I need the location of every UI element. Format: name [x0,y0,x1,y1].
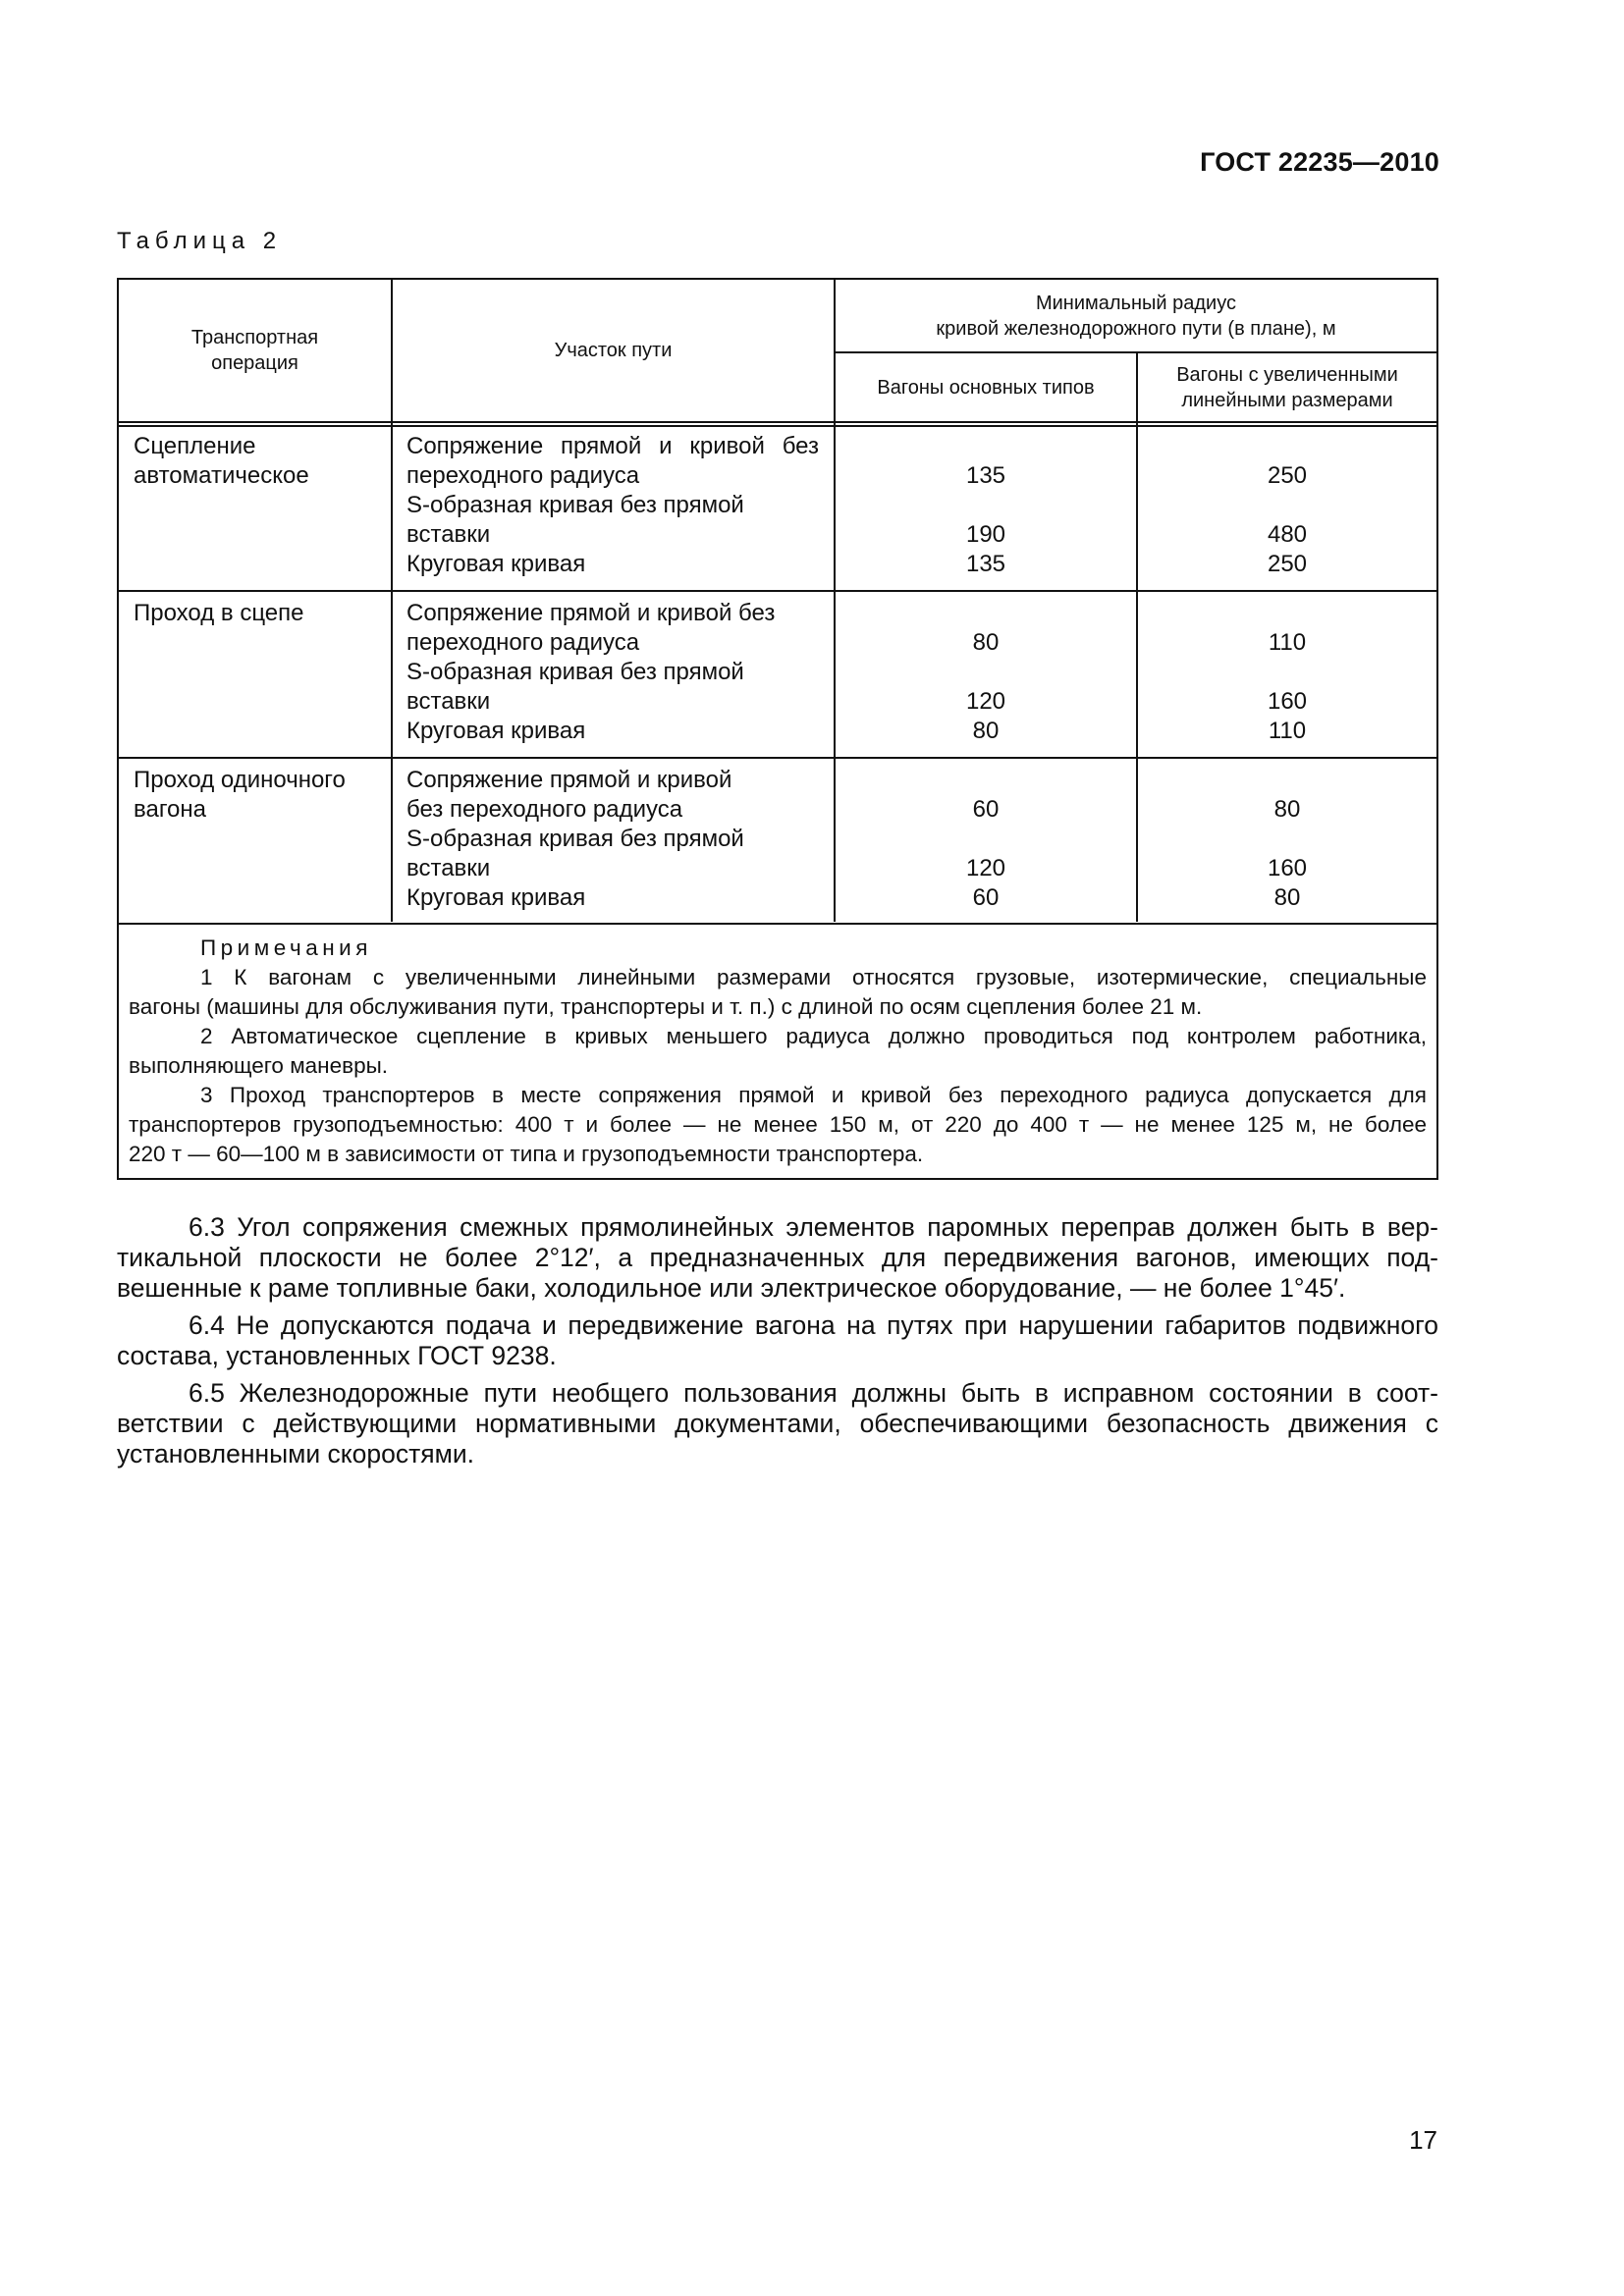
cell-line: вставки [406,855,491,881]
table-divider [119,425,1436,427]
header-line: операция [211,352,298,374]
header-large-wagons [1138,353,1436,421]
table-row-large-values [1138,432,1436,579]
header-line: Вагоны основных типов [877,376,1095,399]
cell-line: автоматическое [134,462,309,489]
paragraph-line: 6.4 Не допускаются подача и передвижение вагона на путях при нарушении габаритов подвижного [189,1310,1438,1340]
note-line: выполняющего маневры. [129,1053,389,1078]
cell-line: Сопряжение прямой и кривой без [406,600,776,626]
table-divider [119,421,1436,423]
table-divider [119,590,1436,592]
cell-line: Круговая кривая [406,718,586,744]
table-row-section [406,766,819,913]
header-operation [119,280,391,421]
cell-line: S-образная кривая без прямой [406,659,744,685]
cell-value: 60 [972,884,1000,911]
cell-value: 480 [1267,521,1308,548]
cell-value [836,825,1136,854]
cell-value [1138,658,1436,687]
cell-line: вагона [134,796,207,823]
cell-value [836,599,1136,628]
table-divider [119,923,1436,925]
cell-line: Проход одиночного [134,767,346,793]
cell-value [1138,825,1436,854]
cell-value: 250 [1267,462,1308,489]
cell-line: без переходного радиуса [406,796,683,823]
document-code: ГОСТ 22235—2010 [1200,147,1439,177]
table-row-section [406,599,819,746]
page-number: 17 [1409,2125,1437,2155]
cell-value: 190 [965,521,1006,548]
paragraph-line: тикальной плоскости не более 2°12′, а предназначенных для передвижения вагонов, имеющих под- [117,1243,1438,1272]
table-notes [129,934,1427,1169]
header-basic-wagons [836,353,1136,421]
cell-value: 80 [972,718,1000,744]
cell-line: вставки [406,521,491,548]
paragraph-6-3 [117,1212,1438,1304]
table-caption: Таблица 2 [117,228,283,254]
cell-value [1138,491,1436,520]
cell-line: Проход в сцепе [134,600,304,626]
notes-title: Примечания [200,935,372,960]
table-row-operation [134,766,384,825]
header-line: Минимальный радиус [1035,292,1236,314]
paragraph-line: вешенные к раме топливные баки, холодильное или электрическое оборудование, — не более 1°45′. [117,1273,1346,1303]
paragraph-line: установленными скоростями. [117,1439,474,1468]
paragraph-6-5 [117,1378,1438,1469]
cell-value: 80 [1273,884,1301,911]
header-section [393,280,834,421]
header-line: линейными размерами [1181,389,1393,411]
header-line: Транспортная [190,327,319,348]
cell-value [1138,432,1436,461]
paragraph-6-4 [117,1310,1438,1371]
cell-value: 110 [1268,629,1307,656]
cell-value: 110 [1268,718,1307,744]
table-row-large-values [1138,766,1436,913]
cell-line: вставки [406,688,491,715]
cell-value: 80 [972,629,1000,656]
table-row-basic-values [836,766,1136,913]
cell-line: S-образная кривая без прямой [406,492,744,518]
cell-line: S-образная кривая без прямой [406,826,744,852]
note-line: 1 К вагонам с увеличенными линейными размерами относятся грузовые, изотермические, специальные [200,965,1427,989]
note-line: 3 Проход транспортеров в месте сопряжения прямой и кривой без переходного радиуса допускается для [200,1083,1427,1107]
cell-value: 135 [965,551,1006,577]
cell-value [1138,766,1436,795]
cell-value: 80 [1273,796,1301,823]
header-line: Вагоны с увеличенными [1176,363,1398,386]
table-row-basic-values [836,432,1136,579]
cell-value [836,491,1136,520]
paragraph-line: 6.5 Железнодорожные пути необщего пользования должны быть в исправном состоянии в соот- [189,1378,1438,1408]
cell-value [1138,599,1436,628]
cell-line: Сцепление [134,433,256,459]
cell-line: Круговая кривая [406,551,586,577]
table-divider [119,757,1436,759]
paragraph-line: состава, установленных ГОСТ 9238. [117,1341,557,1370]
note-line: 2 Автоматическое сцепление в кривых меньшего радиуса должно проводиться под контролем работника, [200,1024,1427,1048]
table-row-operation [134,599,384,628]
cell-value: 135 [965,462,1006,489]
cell-value [836,766,1136,795]
note-line: транспортеров грузоподъемностью: 400 т и более — не менее 150 м, от 220 до 400 т — не менее 125 м, не более [129,1112,1427,1137]
data-table [117,278,1438,1180]
note-line: вагоны (машины для обслуживания пути, транспортеры и т. п.) с длиной по осям сцепления более 21 м. [129,994,1203,1019]
header-min-radius [836,280,1436,351]
cell-line: Сопряжение прямой и кривой [406,767,732,793]
cell-value: 250 [1267,551,1308,577]
header-line: Участок пути [554,340,673,361]
cell-value: 160 [1267,688,1308,715]
cell-value [836,432,1136,461]
cell-value: 120 [965,688,1006,715]
cell-line: Сопряжение прямой и кривой без [406,433,819,459]
cell-value: 160 [1267,855,1308,881]
table-row-basic-values [836,599,1136,746]
table-row-operation [134,432,384,491]
paragraph-line: ветствии с действующими нормативными документами, обеспечивающими безопасность движения с [117,1409,1438,1438]
cell-value [836,658,1136,687]
paragraph-line: 6.3 Угол сопряжения смежных прямолинейных элементов паромных переправ должен быть в вер- [189,1212,1438,1242]
cell-value: 60 [972,796,1000,823]
table-row-large-values [1138,599,1436,746]
cell-value: 120 [965,855,1006,881]
note-line: 220 т — 60—100 м в зависимости от типа и грузоподъемности транспортера. [129,1142,924,1166]
cell-line: Круговая кривая [406,884,586,911]
table-row-section [406,432,819,579]
cell-line: переходного радиуса [406,462,640,489]
header-line: кривой железнодорожного пути (в плане), м [936,317,1336,340]
cell-line: переходного радиуса [406,629,640,656]
